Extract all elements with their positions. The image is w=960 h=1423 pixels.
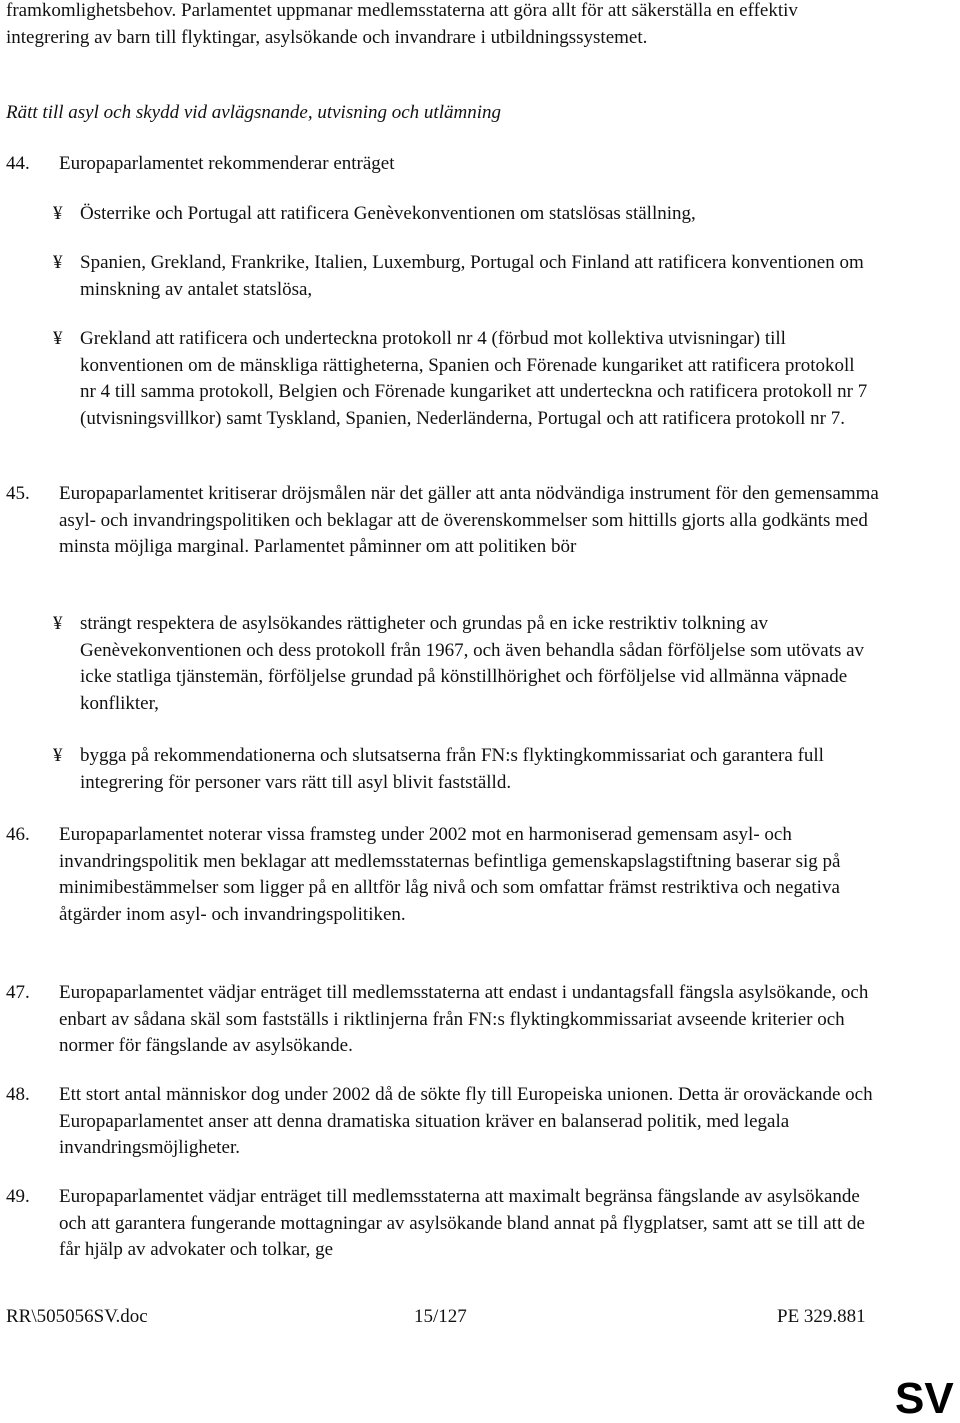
paragraph-text: Ett stort antal människor dog under 2002 då de sökte fly till Europeiska unionen. Detta är oroväckande och Europaparlamentet anser att denna dramatiska situation kräver en balanserad politik, med legala invandringsmöjligheter. (59, 1084, 873, 1159)
bullet-item (53, 326, 873, 432)
pe-reference: PE 329.881 (777, 1306, 866, 1327)
paragraph-text: Europaparlamentet vädjar enträget till medlemsstaterna att endast i undantagsfall fängsla asylsökande, och enbart av sådana skäl som fastställs i riktlinjerna från FN:s flyktingkommissariat avseende kriterier och normer för fängslande av asylsökande. (59, 982, 869, 1057)
paragraph-text: Europaparlamentet noterar vissa framsteg under 2002 mot en harmoniserad gemensam asyl- och invandringspolitik men beklagar att medlemsstaternas befintliga gemenskapslagstiftning baserar sig på minimibestämmelser som ligger på en alltför låg nivå och som omfattar främst restriktiva och negativa åtgärder inom asyl- och invandringspolitiken. (59, 824, 841, 925)
bullet-text: bygga på rekommendationerna och slutsatserna från FN:s flyktingkommissariat och garantera full integrering för personer vars rätt till asyl blivit fastställd. (80, 745, 824, 793)
bullet-item (53, 611, 873, 717)
page-number: 15/127 (414, 1306, 467, 1327)
paragraph-number: 48. (6, 1084, 30, 1105)
paragraph-text: Europaparlamentet kritiserar dröjsmålen när det gäller att anta nödvändiga instrument för den gemensamma asyl- och invandringspolitiken och beklagar att de överenskommelser som hittills gjorts alla godkänts med minsta möjliga marginal. Parlamentet påminner om att politiken bör (59, 483, 879, 558)
paragraph-number: 44. (6, 153, 30, 174)
bullet-text: Spanien, Grekland, Frankrike, Italien, Luxemburg, Portugal och Finland att ratificera konventionen om minskning av antalet statslösa, (80, 252, 864, 300)
paragraph-46 (6, 822, 886, 928)
paragraph-number: 45. (6, 483, 30, 504)
paragraph-44 (6, 151, 886, 178)
bullet-text: strängt respektera de asylsökandes rättigheter och grundas på en icke restriktiv tolkning av Genèvekonventionen och dess protokoll från 1967, och även behandla sådan förföljelse som utövats av icke statliga tjänstemän, förföljelse grundad på könstillhörighet och förföljelse vid allmänna väpnade konflikter, (80, 613, 865, 714)
paragraph-text: Europaparlamentet vädjar enträget till medlemsstaterna att maximalt begränsa fängslande av asylsökande och att garantera fungerande mottagningar av asylsökande bland annat på flygplatser, samt att se till att de får hjälp av advokater och tolkar, ge (59, 1186, 865, 1261)
bullet-text: Grekland att ratificera och underteckna protokoll nr 4 (förbud mot kollektiva utvisningar) till konventionen om de mänskliga rättigheterna, Spanien och Förenade kungariket att ratificera protokoll nr 4 till samma protokoll, Belgien och Förenade kungariket att underteckna och ratificera protokoll nr 7 (utvisningsvillkor) samt Tyskland, Spanien, Nederländerna, Portugal och att ratificera protokoll nr 7. (80, 328, 868, 429)
intro-paragraph: framkomlighetsbehov. Parlamentet uppmanar medlemsstaterna att göra allt för att säkerställa en effektiv integrering av barn till flyktingar, asylsökande och invandrare i utbildningssystemet. (6, 0, 798, 48)
language-code: SV (895, 1374, 954, 1423)
paragraph-49 (6, 1184, 886, 1264)
bullet-text: Österrike och Portugal att ratificera Genèvekonventionen om statslösas ställning, (80, 203, 696, 224)
document-reference: RR\505056SV.doc (6, 1306, 148, 1327)
paragraph-text: Europaparlamentet rekommenderar enträget (59, 153, 395, 174)
paragraph-number: 46. (6, 824, 30, 845)
page-footer (0, 1304, 960, 1334)
bullet-item (53, 250, 873, 303)
paragraph-47 (6, 980, 886, 1060)
bullet-item (53, 743, 873, 796)
bullet-item (53, 201, 873, 228)
paragraph-number: 49. (6, 1186, 30, 1207)
bullet-mark: ¥ (53, 613, 63, 634)
bullet-mark: ¥ (53, 328, 63, 349)
bullet-mark: ¥ (53, 203, 63, 224)
paragraph-48 (6, 1082, 886, 1162)
paragraph-number: 47. (6, 982, 30, 1003)
section-heading: Rätt till asyl och skydd vid avlägsnande, utvisning och utlämning (6, 102, 501, 123)
bullet-mark: ¥ (53, 745, 63, 766)
paragraph-45 (6, 481, 886, 561)
bullet-mark: ¥ (53, 252, 63, 273)
